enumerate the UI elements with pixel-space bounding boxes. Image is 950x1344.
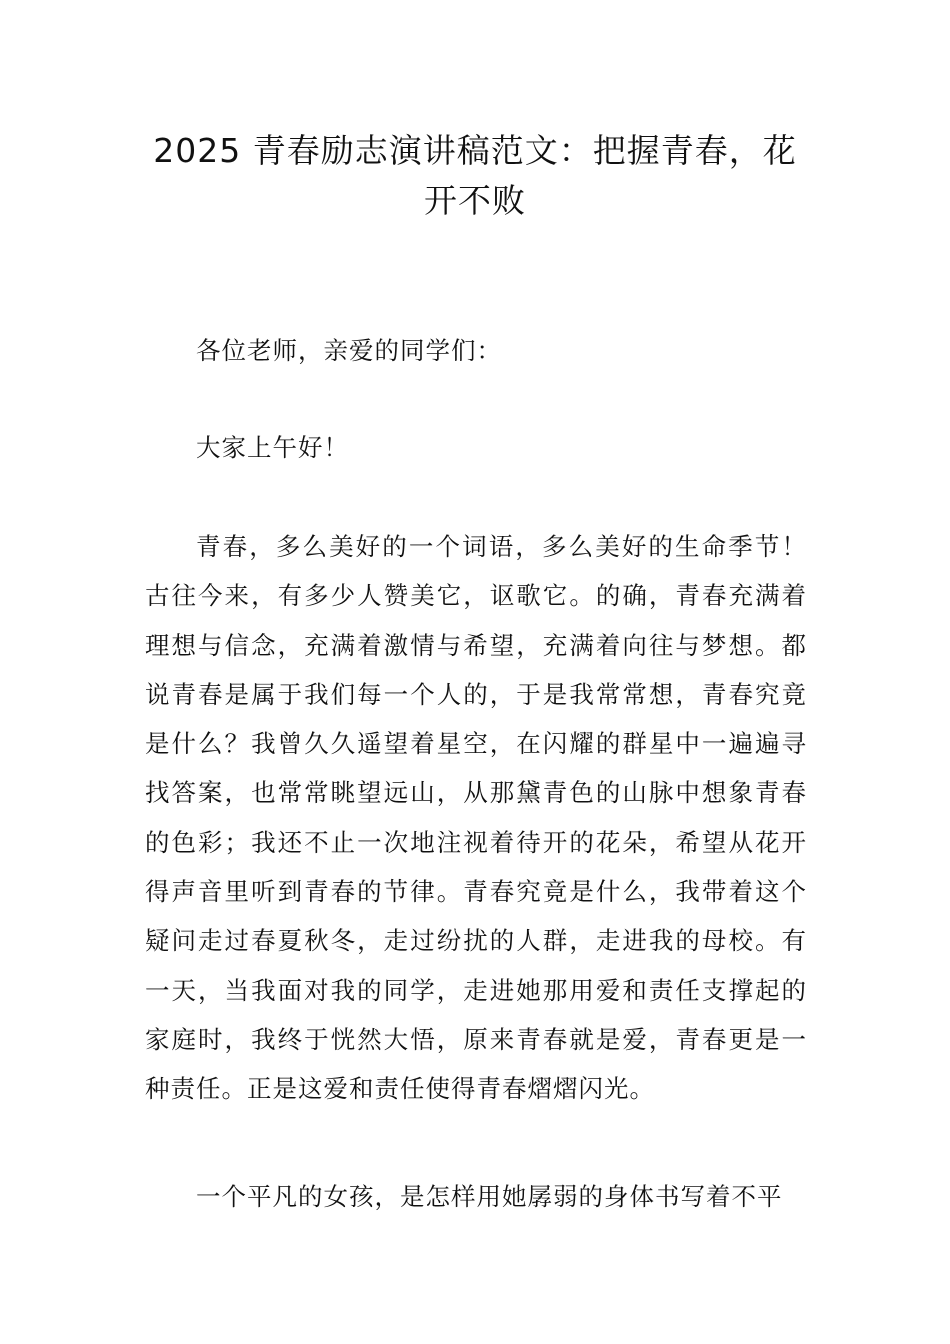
paragraph-salutation: 各位老师，亲爱的同学们：	[196, 336, 502, 365]
paragraph-girl: 一个平凡的女孩，是怎样用她孱弱的身体书写着不平	[196, 1182, 783, 1211]
paragraph-youth: 青春，多么美好的一个词语，多么美好的生命季节！古往今来，有多少人赞美它，讴歌它。的确，青春充满着理想与信念，充满着激情与希望，充满着向往与梦想。都说青春是属于我们每一个人的，于是我常常想，青春究竟是什么？我曾久久遥望着星空，在闪耀的群星中一遍遍寻找答案，也常常眺望远山，从那黛青色的山脉中想象青春的色彩；我还不止一次地注视着待开的花朵，希望从花开得声音里听到青春的节律。青春究竟是什么，我带着这个疑问走过春夏秋冬，走过纷扰的人群，走进我的母校。有一天，当我面对我的同学，走进她那用爱和责任支撑起的家庭时，我终于恍然大悟，原来青春就是爱，青春更是一种责任。正是这爱和责任使得青春熠熠闪光。	[145, 532, 807, 1104]
title-line-2: 开不败	[424, 181, 526, 220]
title-line-1: 2025 青春励志演讲稿范文：把握青春，花	[153, 131, 797, 170]
document-title	[120, 126, 830, 226]
paragraph-greeting: 大家上午好！	[196, 433, 349, 462]
